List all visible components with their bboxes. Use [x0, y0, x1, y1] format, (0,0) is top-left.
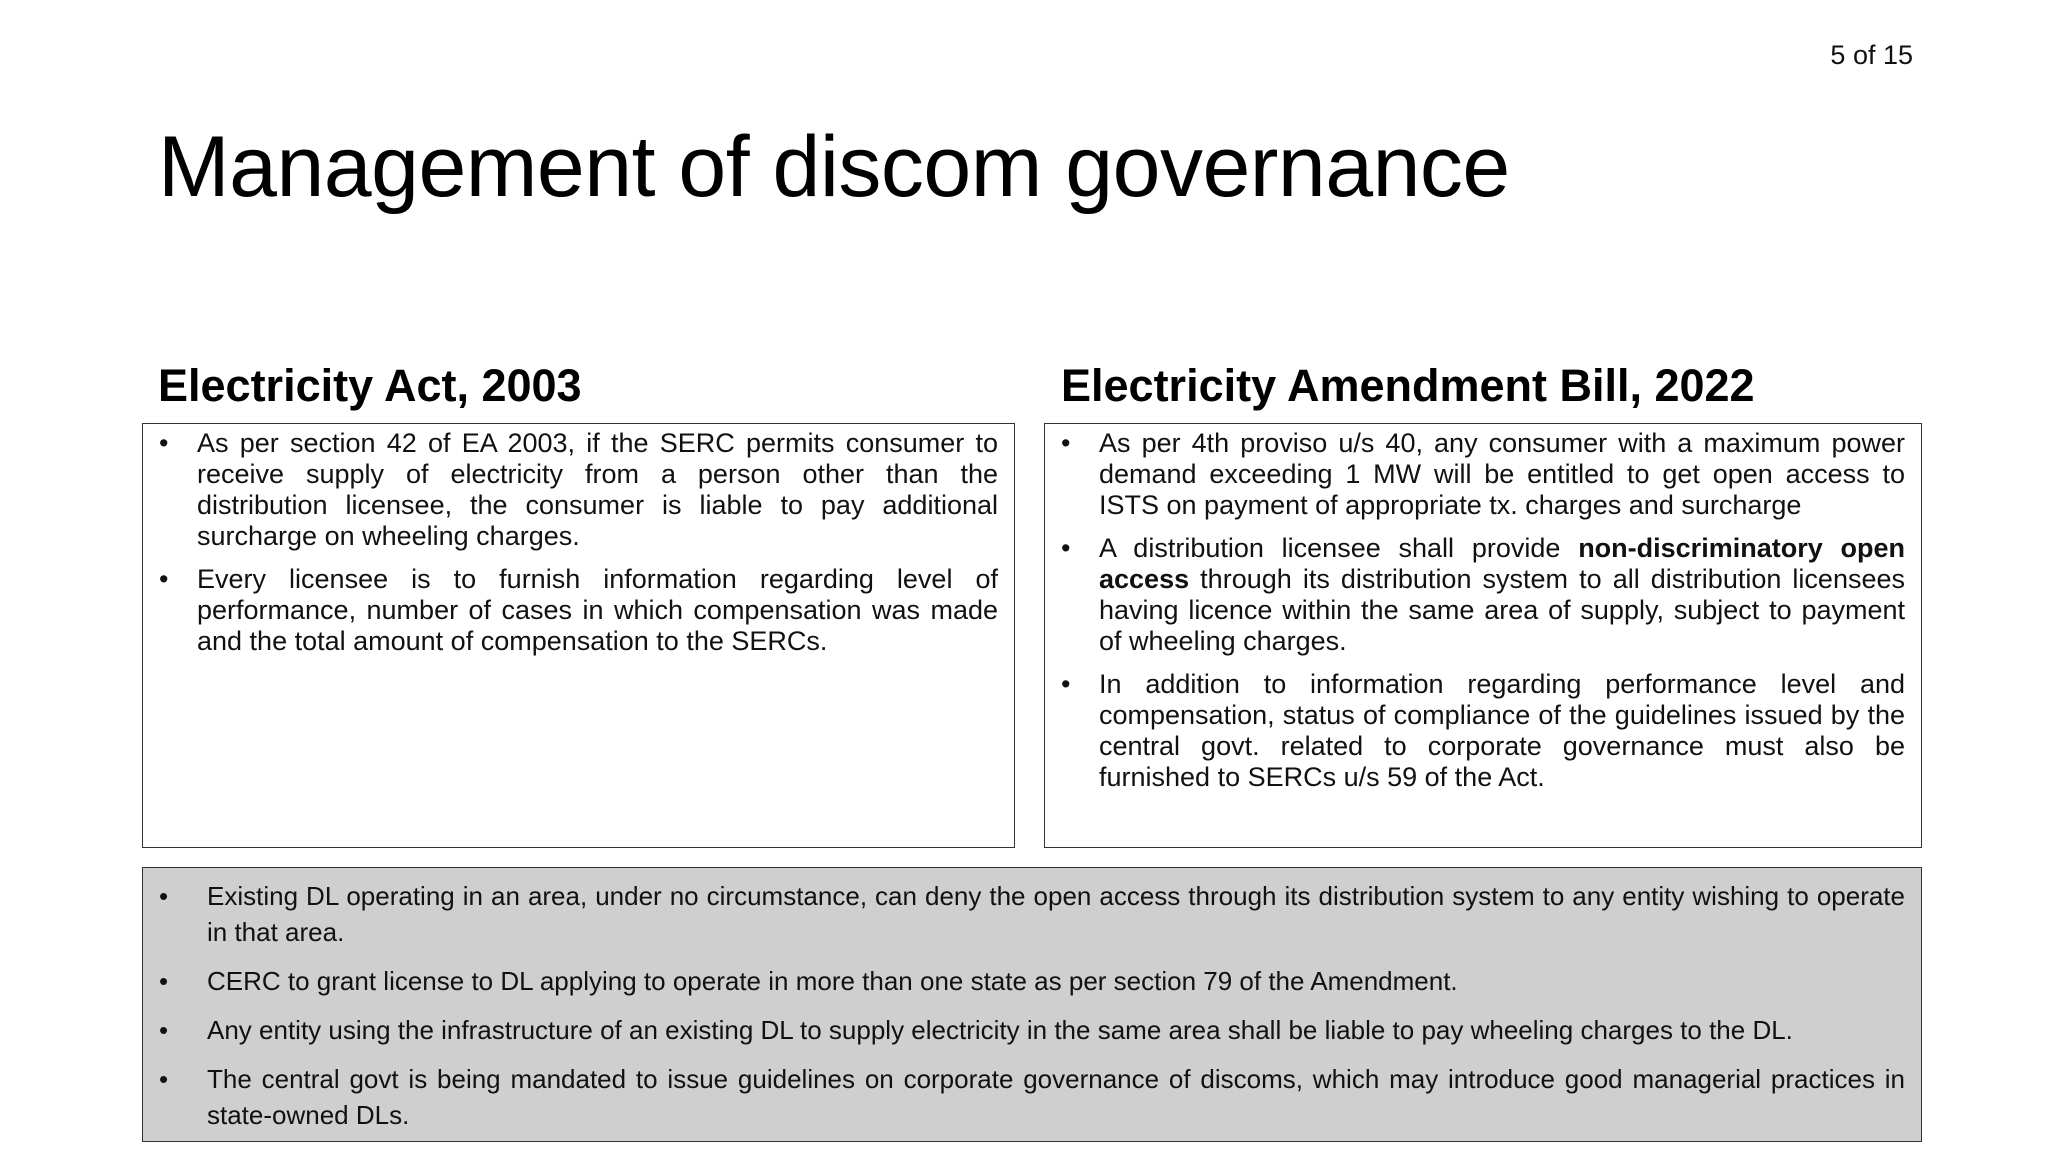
left-column-heading: Electricity Act, 2003 — [158, 360, 582, 411]
list-item-text: Every licensee is to furnish information regarding level of performance, number of cases in which compensation was made and the total amount of compensation to the SERCs. — [197, 564, 998, 656]
bullet-icon: • — [1061, 533, 1071, 563]
list-item — [159, 564, 998, 657]
list-item-text: As per section 42 of EA 2003, if the SERC permits consumer to receive supply of electricity from a person other than the distribution licensee, the consumer is liable to pay additional surcharge on wheeling charges. — [197, 428, 998, 551]
list-item-text-emphasis: non-discriminatory open access — [1099, 533, 1905, 594]
bullet-icon: • — [159, 428, 169, 458]
bullet-icon: • — [159, 564, 169, 594]
bullet-icon: • — [1061, 669, 1071, 699]
summary-box — [142, 867, 1922, 1142]
bullet-icon: • — [159, 1064, 169, 1094]
bullet-icon: • — [159, 881, 169, 911]
list-item-text: CERC to grant license to DL applying to operate in more than one state as per section 79 of the Amendment. — [207, 966, 1458, 996]
list-item — [159, 428, 998, 552]
list-item — [159, 878, 1905, 950]
list-item-text: As per 4th proviso u/s 40, any consumer with a maximum power demand exceeding 1 MW will be entitled to get open access to ISTS on payment of appropriate tx. charges and surcharge — [1099, 428, 1905, 520]
right-column-heading: Electricity Amendment Bill, 2022 — [1061, 360, 1755, 411]
list-item — [159, 963, 1905, 999]
summary-list — [159, 878, 1905, 1133]
slide-title: Management of discom governance — [158, 119, 1510, 215]
list-item-text-before: A distribution licensee shall provide — [1099, 533, 1579, 563]
page-number: 5 of 15 — [1830, 40, 1913, 70]
bullet-icon: • — [159, 966, 169, 996]
electricity-act-box — [142, 423, 1015, 848]
amendment-bill-list — [1061, 428, 1905, 793]
list-item-text: The central govt is being mandated to issue guidelines on corporate governance of discoms, which may introduce good managerial practices in state-owned DLs. — [207, 1064, 1905, 1130]
list-item — [1061, 669, 1905, 793]
list-item — [159, 1061, 1905, 1133]
bullet-icon: • — [159, 1015, 169, 1045]
list-item-text-after: through its distribution system to all distribution licensees having licence within the same area of supply, subject to payment of wheeling charges. — [1099, 564, 1905, 656]
list-item — [159, 1012, 1905, 1048]
list-item-text: Any entity using the infrastructure of an existing DL to supply electricity in the same area shall be liable to pay wheeling charges to the DL. — [207, 1015, 1793, 1045]
bullet-icon: • — [1061, 428, 1071, 458]
amendment-bill-box — [1044, 423, 1922, 848]
list-item-text: In addition to information regarding performance level and compensation, status of compliance of the guidelines issued by the central govt. related to corporate governance must also be furnished to SERCs u/s 59 of the Act. — [1099, 669, 1905, 792]
electricity-act-list — [159, 428, 998, 657]
list-item-text: Existing DL operating in an area, under no circumstance, can deny the open access through its distribution system to any entity wishing to operate in that area. — [207, 881, 1905, 947]
list-item — [1061, 533, 1905, 657]
list-item — [1061, 428, 1905, 521]
